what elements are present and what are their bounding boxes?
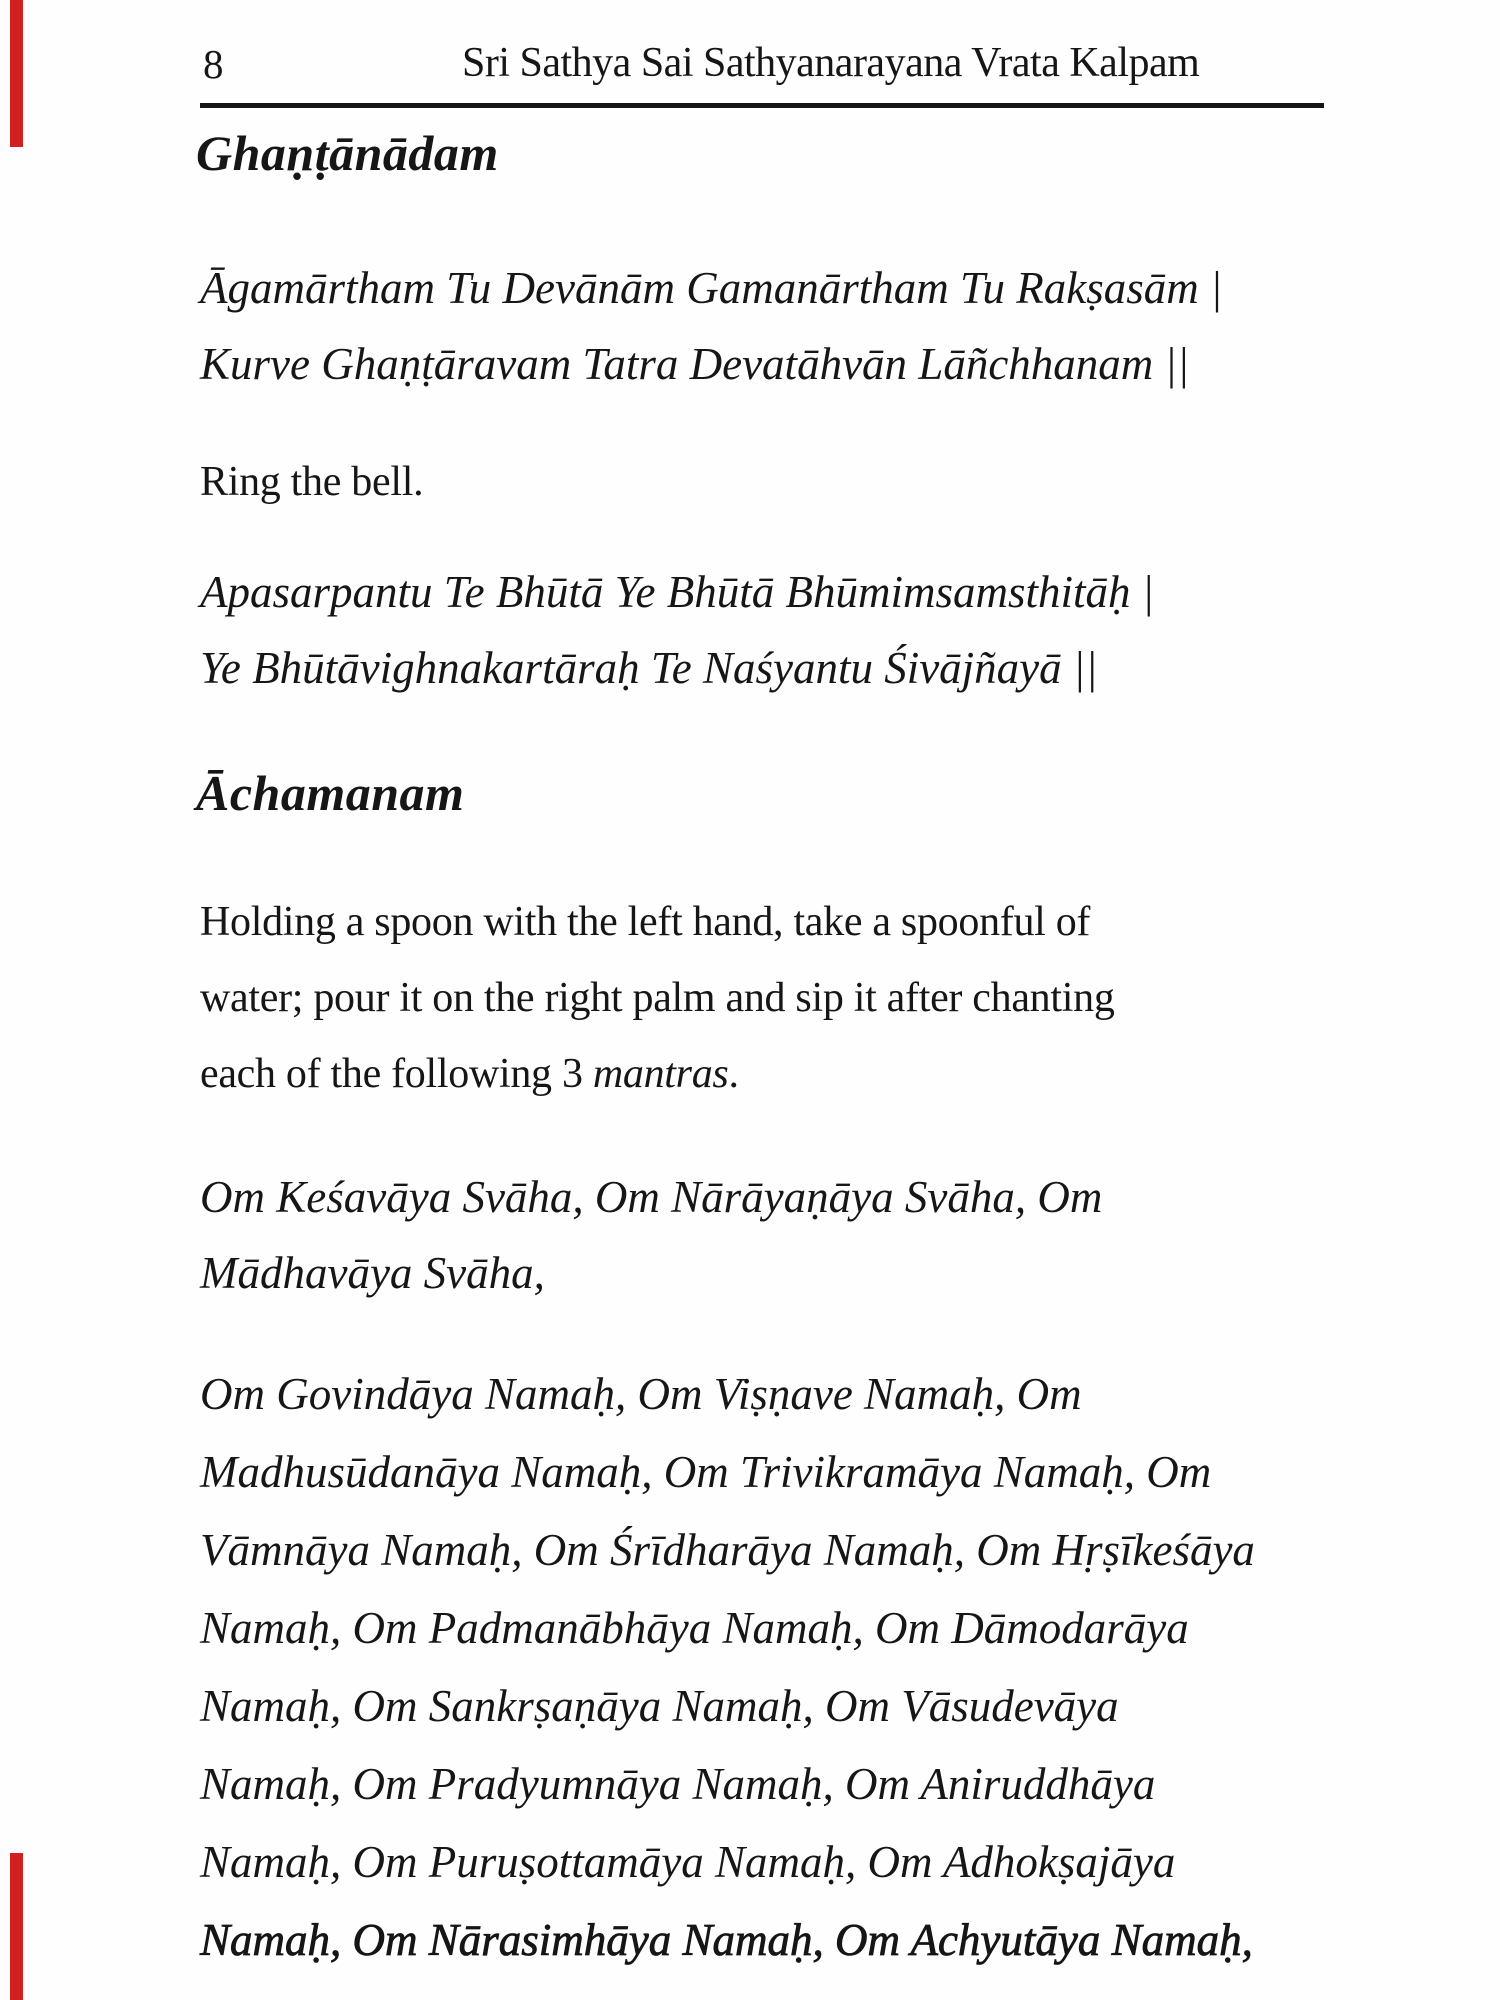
mantra-line: Om Govindāya Namaḥ, Om Viṣṇave Namaḥ, Om <box>200 1369 1082 1419</box>
scan-artifact-bottom <box>10 1853 23 2000</box>
page-number: 8 <box>203 41 224 87</box>
verse-line: Apasarpantu Te Bhūtā Ye Bhūtā Bhūmimsamsthitāḥ | <box>200 567 1155 617</box>
mantra-line: Namaḥ, Om Nārasimhāya Namaḥ, Om Achyutāya Namaḥ, <box>200 1915 1253 1965</box>
instruction-line3-prefix: each of the following 3 <box>200 1051 593 1097</box>
instruction-line3-mantras-word: mantras <box>592 1051 729 1097</box>
instruction-line: Holding a spoon with the left hand, take a spoonful of <box>200 899 1091 945</box>
instruction-ring-bell: Ring the bell. <box>200 459 424 505</box>
section-heading-ghantanadam: Ghaṇṭānādam <box>196 125 499 181</box>
mantra-line: Om Keśavāya Svāha, Om Nārāyaṇāya Svāha, Om <box>200 1172 1103 1222</box>
verse-line: Kurve Ghaṇṭāravam Tatra Devatāhvān Lāñchhanam || <box>200 339 1190 389</box>
mantra-line: Namaḥ, Om Puruṣottamāya Namaḥ, Om Adhokṣajāya <box>200 1837 1176 1887</box>
running-title: Sri Sathya Sai Sathyanarayana Vrata Kalpam <box>462 40 1200 86</box>
mantra-line: Namaḥ, Om Sankrṣaṇāya Namaḥ, Om Vāsudevāya <box>200 1681 1119 1731</box>
mantra-line: Namaḥ, Om Padmanābhāya Namaḥ, Om Dāmodarāya <box>200 1603 1189 1653</box>
mantra-namah-list <box>200 1355 1370 1979</box>
scan-artifact-top <box>10 0 23 147</box>
verse-line: Āgamārtham Tu Devānām Gamanārtham Tu Rakṣasām | <box>200 263 1223 313</box>
instruction-line <box>200 1036 1370 1112</box>
mantra-line: Namaḥ, Om Pradyumnāya Namaḥ, Om Aniruddhāya <box>200 1759 1156 1809</box>
instruction-line3-suffix: . <box>728 1051 739 1097</box>
instruction-line: water; pour it on the right palm and sip it after chanting <box>200 975 1115 1021</box>
instruction-achamanam <box>200 884 1370 1112</box>
verse-ghantanadam <box>200 250 1370 402</box>
header-rule <box>200 103 1324 108</box>
verse-line: Ye Bhūtāvighnakartāraḥ Te Naśyantu Śivājñayā || <box>200 643 1098 693</box>
mantra-line: Vāmnāya Namaḥ, Om Śrīdharāya Namaḥ, Om Hṛṣīkeśāya <box>200 1525 1255 1575</box>
section-heading-achamanam: Āchamanam <box>196 765 465 821</box>
verse-apasarpantu <box>200 554 1370 706</box>
mantra-svaha-list <box>200 1159 1370 1311</box>
mantra-line: Mādhavāya Svāha, <box>200 1248 545 1298</box>
mantra-line: Madhusūdanāya Namaḥ, Om Trivikramāya Namaḥ, Om <box>200 1447 1212 1497</box>
